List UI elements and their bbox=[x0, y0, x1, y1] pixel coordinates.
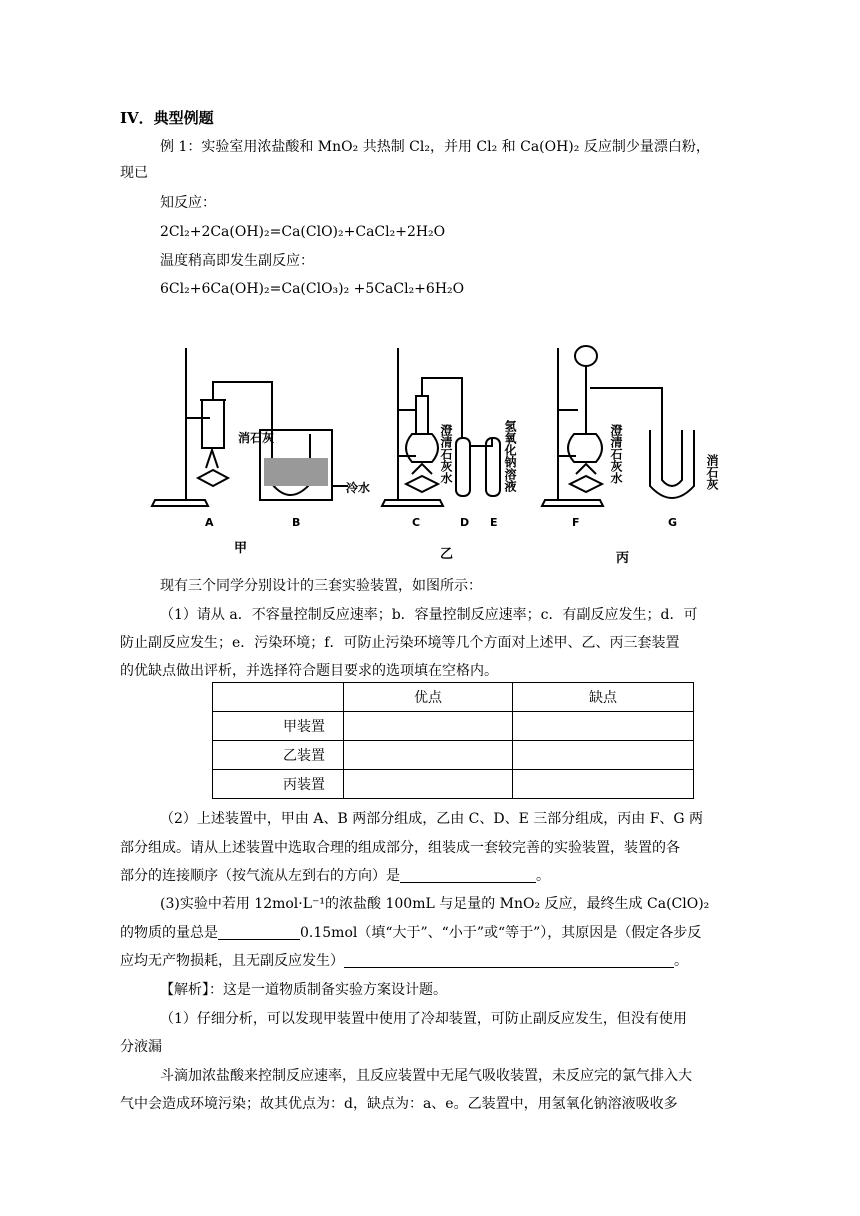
apparatus-figure bbox=[150, 338, 730, 570]
answer-blank-reason[interactable] bbox=[344, 952, 674, 968]
burner-a bbox=[198, 470, 228, 486]
question-2-text: 部分的连接顺序（按气流从左到右的方向）是 bbox=[120, 868, 400, 884]
question-2-line1: （2）上述装置中，甲由 A、B 两部分组成，乙由 C、D、E 三部分组成，丙由 F、G 两 bbox=[160, 811, 704, 827]
question-1-line1: （1）请从 a．不容量控制反应速率；b．容量控制反应速率；c．有副反应发生；d．可 bbox=[160, 607, 698, 623]
label-limewater-yi: 澄清石灰水 bbox=[439, 424, 453, 484]
label-lime-jia: 消石灰 bbox=[238, 431, 275, 445]
label-e: E bbox=[490, 516, 498, 529]
question-3-reason-text: 应均无产物损耗，且无副反应发生） bbox=[120, 953, 344, 969]
evaluation-table bbox=[212, 682, 694, 799]
known-reaction-label: 知反应： bbox=[160, 195, 216, 211]
label-limewater-bing: 澄清石灰水 bbox=[609, 424, 623, 484]
analysis-line4: 气中会造成环境污染；故其优点为：d，缺点为：a、e。乙装置中，用氢氧化钠溶液吸收多 bbox=[120, 1096, 678, 1112]
table-header-advantage: 优点 bbox=[344, 683, 513, 712]
blank-cell-advantage[interactable] bbox=[344, 741, 513, 770]
answer-blank-compare[interactable] bbox=[218, 924, 300, 940]
blank-cell-advantage[interactable] bbox=[344, 712, 513, 741]
label-group-jia: 甲 bbox=[234, 541, 248, 556]
stand-c bbox=[382, 500, 443, 506]
analysis-line1: （1）仔细分析，可以发现甲装置中使用了冷却装置，可防止副反应发生，但没有使用 bbox=[160, 1011, 687, 1027]
blank-cell-advantage[interactable] bbox=[344, 770, 513, 799]
stand-a bbox=[152, 500, 208, 506]
label-naoh: 氢氧化钠溶液 bbox=[503, 420, 517, 492]
table-header-disadvantage: 缺点 bbox=[513, 683, 694, 712]
equation-1: 2Cl₂+2Ca(OH)₂=Ca(ClO)₂+CaCl₂+2H₂O bbox=[160, 224, 446, 240]
flask-f bbox=[568, 434, 602, 462]
example-intro-cont: 现已 bbox=[120, 165, 148, 181]
question-3-line2 bbox=[120, 923, 701, 943]
row-label-bing: 丙装置 bbox=[213, 770, 344, 799]
burner-c bbox=[406, 476, 438, 492]
question-3-line1: (3)实验中若用 12mol·L⁻¹的浓盐酸 100mL 与足量的 MnO₂ 反应，最终生成 Ca(ClO)₂ bbox=[160, 896, 710, 912]
label-cold-water: 冷水 bbox=[346, 481, 371, 495]
question-1-line3: 的优缺点做出评析，并选择符合题目要求的选项填在空格内。 bbox=[120, 663, 498, 679]
example-intro: 例 1：实验室用浓盐酸和 MnO₂ 共热制 Cl₂，并用 Cl₂ 和 Ca(OH)₂ 反应制少量漂白粉， bbox=[160, 139, 710, 155]
label-group-bing: 丙 bbox=[616, 551, 630, 566]
table-row bbox=[213, 770, 694, 799]
blank-cell-disadvantage[interactable] bbox=[513, 770, 694, 799]
flame-a bbox=[206, 450, 218, 468]
equation-2: 6Cl₂+6Ca(OH)₂=Ca(ClO₃)₂ +5CaCl₂+6H₂O bbox=[160, 281, 465, 297]
analysis-title: 【解析】：这是一道物质制备实验方案设计题。 bbox=[160, 982, 447, 998]
label-b: B bbox=[292, 516, 301, 529]
question-2-line3: 部分的连接顺序（按气流从左到右的方向）是 。 bbox=[120, 868, 550, 884]
label-d: D bbox=[460, 516, 470, 529]
label-group-yi: 乙 bbox=[440, 547, 454, 562]
section-title: IV．典型例题 bbox=[120, 109, 214, 127]
table-row bbox=[213, 741, 694, 770]
label-lime-bing: 消石灰 bbox=[705, 454, 719, 490]
analysis-line2: 分液漏 bbox=[120, 1039, 162, 1055]
row-label-jia: 甲装置 bbox=[213, 712, 344, 741]
flame-c bbox=[412, 464, 432, 474]
blank-cell-disadvantage[interactable] bbox=[513, 712, 694, 741]
question-intro: 现有三个同学分别设计的三套实验装置，如图所示： bbox=[160, 578, 482, 594]
question-3-text-cont: 0.15mol（填“大于”、“小于”或“等于”），其原因是（假定各步反 bbox=[300, 925, 702, 941]
flame-f bbox=[576, 464, 596, 474]
burner-f bbox=[570, 476, 602, 492]
side-reaction-label: 温度稍高即发生副反应： bbox=[160, 253, 314, 269]
tube-d bbox=[456, 438, 470, 496]
question-3-text: 的物质的量总是 bbox=[120, 925, 218, 941]
row-label-yi: 乙装置 bbox=[213, 741, 344, 770]
label-c: C bbox=[412, 516, 421, 529]
u-tube-g bbox=[650, 430, 694, 498]
label-f: F bbox=[572, 516, 580, 529]
answer-blank-order[interactable] bbox=[400, 867, 536, 883]
flask-c bbox=[406, 434, 438, 462]
table-header-row bbox=[213, 683, 694, 712]
table-header-cell bbox=[213, 683, 344, 712]
question-3-line3: 应均无产物损耗，且无副反应发生） 。 bbox=[120, 953, 688, 969]
label-a: A bbox=[205, 516, 214, 529]
question-2-line2: 部分组成。请从上述装置中选取合理的组成部分，组装成一套较完善的实验装置，装置的各 bbox=[120, 840, 680, 856]
question-1-line2: 防止副反应发生；e．污染环境；f．可防止污染环境等几个方面对上述甲、乙、丙三套装置 bbox=[120, 635, 680, 651]
stand-f bbox=[542, 500, 603, 506]
blank-cell-disadvantage[interactable] bbox=[513, 741, 694, 770]
analysis-line3: 斗滴加浓盐酸来控制反应速率，且反应装置中无尾气吸收装置，未反应完的氯气排入大 bbox=[160, 1068, 692, 1084]
pipe-fg bbox=[590, 388, 662, 434]
label-g: G bbox=[668, 516, 678, 529]
table-row bbox=[213, 712, 694, 741]
tube-a bbox=[202, 400, 224, 448]
funnel-f bbox=[575, 346, 597, 366]
